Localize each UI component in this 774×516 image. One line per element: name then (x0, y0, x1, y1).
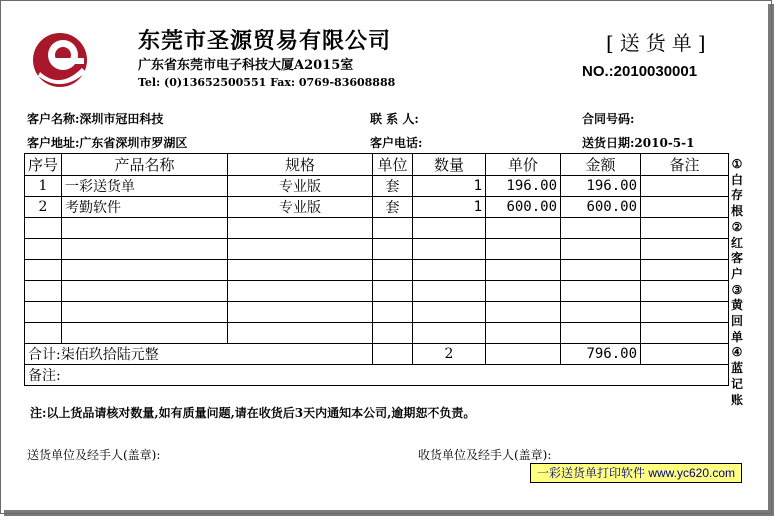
promo-link[interactable]: 一彩送货单打印软件 www.yc620.com (530, 463, 742, 483)
cell-quantity: 1 (413, 197, 486, 218)
table-row (25, 302, 729, 323)
side-note-char: 账 (730, 392, 743, 407)
customer-address: 客户地址:广东省深圳市罗湖区 (27, 136, 188, 150)
side-note-char: ③ (731, 282, 743, 297)
side-note-char: ④ (731, 345, 743, 360)
cell-unit (373, 323, 413, 344)
cell-unit (373, 218, 413, 239)
cell-amount: 600.00 (561, 197, 641, 218)
side-note-char: 根 (730, 204, 743, 219)
cell-spec (228, 239, 373, 260)
cell-product (62, 260, 228, 281)
table-row (25, 197, 729, 218)
side-note-char: 白 (730, 172, 743, 187)
cell-unit (373, 239, 413, 260)
cell-spec: 专业版 (228, 176, 373, 197)
cell-quantity (413, 281, 486, 302)
cell-spec: 专业版 (228, 197, 373, 218)
cell-spec (228, 302, 373, 323)
cell-product (62, 239, 228, 260)
cell-unit-price (486, 302, 561, 323)
cell-remarks (641, 239, 729, 260)
cell-remarks (641, 302, 729, 323)
cell-unit (373, 302, 413, 323)
cell-quantity (413, 239, 486, 260)
table-row (25, 176, 729, 197)
cell-amount (561, 302, 641, 323)
cell-unit: 套 (373, 176, 413, 197)
table-row (25, 218, 729, 239)
total-quantity: 2 (413, 344, 486, 365)
cell-amount (561, 239, 641, 260)
total-remarks-empty (641, 344, 729, 365)
table-row (25, 323, 729, 344)
cell-unit-price: 600.00 (486, 197, 561, 218)
side-note-char: 存 (730, 188, 743, 203)
cell-index: 2 (25, 197, 62, 218)
cell-remarks (641, 323, 729, 344)
table-row (25, 239, 729, 260)
side-note-char: ② (731, 219, 743, 234)
items-table (24, 153, 729, 386)
total-price-empty (486, 344, 561, 365)
cell-index (25, 218, 62, 239)
footer-notice: 注:以上货品请核对数量,如有质量问题,请在收货后3天内通知本公司,逾期恕不负责。 (30, 406, 476, 420)
side-note-char: 黄 (730, 298, 743, 313)
cell-amount (561, 260, 641, 281)
side-note-char: 回 (730, 314, 743, 329)
side-note-char: 红 (730, 235, 743, 250)
header-amount: 金额 (561, 154, 641, 176)
cell-unit (373, 281, 413, 302)
cell-remarks (641, 197, 729, 218)
cell-product (62, 323, 228, 344)
cell-spec (228, 323, 373, 344)
copy-distribution-note (729, 157, 745, 408)
total-in-words: 合计:柒佰玖拾陆元整 (25, 344, 373, 365)
cell-unit-price (486, 260, 561, 281)
side-note-char: ① (731, 157, 743, 171)
header-quantity: 数量 (413, 154, 486, 176)
document-number: NO.:2010030001 (582, 63, 698, 80)
header-product: 产品名称 (62, 154, 228, 176)
cell-quantity (413, 218, 486, 239)
cell-product (62, 302, 228, 323)
side-note-char: 单 (730, 329, 743, 344)
cell-index (25, 281, 62, 302)
cell-quantity (413, 260, 486, 281)
cell-unit (373, 260, 413, 281)
cell-amount (561, 281, 641, 302)
company-logo (30, 28, 92, 90)
table-row (25, 260, 729, 281)
remarks-row (25, 365, 729, 386)
header-index: 序号 (25, 154, 62, 176)
cell-amount: 196.00 (561, 176, 641, 197)
cell-unit-price (486, 281, 561, 302)
header-spec: 规格 (228, 154, 373, 176)
cell-amount (561, 218, 641, 239)
cell-remarks (641, 176, 729, 197)
table-row (25, 281, 729, 302)
cell-index (25, 302, 62, 323)
cell-unit-price: 196.00 (486, 176, 561, 197)
side-note-char: 记 (730, 376, 743, 391)
cell-quantity (413, 323, 486, 344)
remarks-label: 备注: (25, 365, 729, 386)
cell-product (62, 218, 228, 239)
cell-index (25, 323, 62, 344)
cell-spec (228, 281, 373, 302)
sender-signature: 送货单位及经手人(盖章): (27, 448, 161, 462)
customer-phone: 客户电话: (370, 136, 423, 150)
header-unit: 单位 (373, 154, 413, 176)
cell-product: 考勤软件 (62, 197, 228, 218)
header-unit-price: 单价 (486, 154, 561, 176)
cell-amount (561, 323, 641, 344)
total-amount: 796.00 (561, 344, 641, 365)
side-note-char: 客 (730, 251, 743, 266)
cell-spec (228, 218, 373, 239)
delivery-date: 送货日期:2010-5-1 (582, 136, 695, 150)
cell-index (25, 239, 62, 260)
contract-number: 合同号码: (582, 112, 635, 126)
cell-remarks (641, 281, 729, 302)
cell-product (62, 281, 228, 302)
table-header-row (25, 154, 729, 176)
header-remarks: 备注 (641, 154, 729, 176)
cell-index (25, 260, 62, 281)
side-note-char: 蓝 (730, 361, 743, 376)
cell-unit-price (486, 218, 561, 239)
cell-remarks (641, 218, 729, 239)
cell-product: 一彩送货单 (62, 176, 228, 197)
company-address: 广东省东莞市电子科技大厦A2015室 (138, 58, 354, 73)
cell-quantity: 1 (413, 176, 486, 197)
cell-unit-price (486, 239, 561, 260)
cell-unit-price (486, 323, 561, 344)
company-contact: Tel: (0)13652500551 Fax: 0769-83608888 (138, 76, 396, 89)
document-title: [送货单] (606, 31, 712, 55)
contact-person: 联 系 人: (370, 112, 419, 126)
total-unit-empty (373, 344, 413, 365)
cell-quantity (413, 302, 486, 323)
cell-remarks (641, 260, 729, 281)
total-row (25, 344, 729, 365)
cell-index: 1 (25, 176, 62, 197)
receiver-signature: 收货单位及经手人(盖章): (418, 448, 552, 462)
customer-name: 客户名称:深圳市冠田科技 (27, 112, 164, 126)
cell-spec (228, 260, 373, 281)
cell-unit: 套 (373, 197, 413, 218)
company-name: 东莞市圣源贸易有限公司 (138, 28, 392, 54)
side-note-char: 户 (730, 266, 743, 281)
